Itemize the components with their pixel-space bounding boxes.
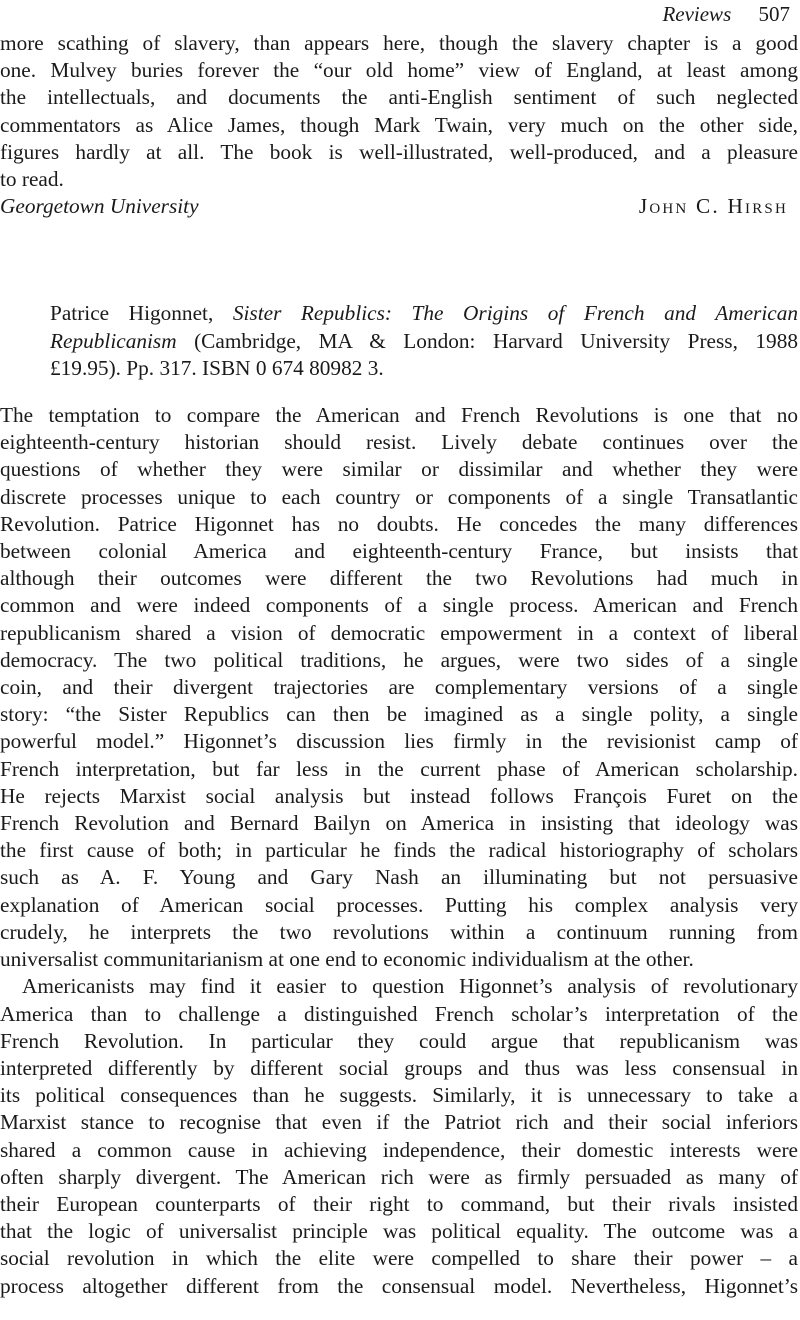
text-line: Marxist stance to recognise that even if the Patriot rich and their social inferiors — [0, 1110, 798, 1135]
text-line: one. Mulvey buries forever the “our old home” view of England, at least among — [0, 58, 798, 83]
text-line: to read. — [0, 167, 64, 192]
review-paragraph-2 — [0, 973, 798, 1299]
review-paragraph-1 — [0, 402, 798, 973]
page-content — [0, 30, 800, 1300]
previous-review-ending — [0, 30, 800, 193]
text-line: although their outcomes were different the two Revolutions had much in — [0, 566, 798, 591]
text-line: French interpretation, but far less in the current phase of American scholarship. — [0, 756, 798, 781]
text-line: commentators as Alice James, though Mark Twain, very much on the other side, — [0, 112, 798, 137]
publisher-info: (Cambridge, MA & London: Harvard University Press, 1988 — [176, 328, 798, 353]
text-line: universalist communitarianism at one end to economic individualism at the other. — [0, 947, 694, 972]
text-line: figures hardly at all. The book is well-illustrated, well-produced, and a pleasure — [0, 139, 798, 164]
text-line: process altogether different from the consensual model. Nevertheless, Higonnet’s — [0, 1273, 798, 1298]
text-line: The temptation to compare the American and French Revolutions is one that no — [0, 403, 798, 428]
text-line: powerful model.” Higonnet’s discussion lies firmly in the revisionist camp of — [0, 729, 798, 754]
text-line: the intellectuals, and documents the anti-English sentiment of such neglected — [0, 85, 798, 110]
text-line: that the logic of universalist principle was political equality. The outcome was a — [0, 1219, 798, 1244]
text-line: often sharply divergent. The American rich were as firmly persuaded as many of — [0, 1164, 798, 1189]
text-line: coin, and their divergent trajectories are complementary versions of a single — [0, 675, 798, 700]
text-line: America than to challenge a distinguished French scholar’s interpretation of the — [0, 1001, 798, 1026]
text-line: its political consequences than he suggests. Similarly, it is unnecessary to take a — [0, 1083, 798, 1108]
text-line: common and were indeed components of a single process. American and French — [0, 593, 798, 618]
text-line: republicanism shared a vision of democratic empowerment in a context of liberal — [0, 620, 798, 645]
text-line: Americanists may find it easier to question Higonnet’s analysis of revolutionary — [22, 974, 798, 999]
book-citation — [0, 300, 800, 382]
text-line: French Revolution and Bernard Bailyn on America in insisting that ideology was — [0, 811, 798, 836]
running-head-section: Reviews — [662, 2, 732, 26]
text-line: social revolution in which the elite were compelled to share their power – a — [0, 1246, 798, 1271]
text-line: He rejects Marxist social analysis but instead follows François Furet on the — [0, 783, 798, 808]
text-line: explanation of American social processes. Putting his complex analysis very — [0, 892, 798, 917]
text-line: French Revolution. In particular they could argue that republicanism was — [0, 1028, 798, 1053]
text-line: the first cause of both; in particular he finds the radical historiography of scholars — [0, 838, 798, 863]
text-line: more scathing of slavery, than appears here, though the slavery chapter is a good — [0, 31, 798, 55]
text-line: such as A. F. Young and Gary Nash an illuminating but not persuasive — [0, 865, 798, 890]
reviewer-name: John C. Hirsh — [638, 194, 788, 219]
text-line: shared a common cause in achieving independence, their domestic interests were — [0, 1137, 798, 1162]
citation-line-1 — [50, 300, 798, 327]
citation-line-3: £19.95). Pp. 317. ISBN 0 674 80982 3. — [50, 355, 384, 380]
reviewer-affiliation: Georgetown University — [0, 194, 199, 219]
book-title: Sister Republics: The Origins of French and American — [232, 301, 798, 326]
citation-line-2 — [50, 328, 798, 355]
text-line: interpreted differently by different social groups and thus was less consensual in — [0, 1055, 798, 1080]
text-line: democracy. The two political traditions, he argues, were two sides of a single — [0, 647, 798, 672]
text-line: crudely, he interprets the two revolutions within a continuum running from — [0, 919, 798, 944]
running-head — [662, 0, 790, 28]
text-line: questions of whether they were similar or dissimilar and whether they were — [0, 457, 798, 482]
book-title-cont: Republicanism — [50, 328, 177, 353]
review-body — [0, 402, 800, 1300]
reviewer-signoff — [0, 193, 800, 220]
text-line: Revolution. Patrice Higonnet has no doubts. He concedes the many differences — [0, 511, 798, 536]
text-line: eighteenth-century historian should resist. Lively debate continues over the — [0, 430, 798, 455]
text-line: story: “the Sister Republics can then be imagined as a single polity, a single — [0, 702, 798, 727]
text-line: their European counterparts of their right to command, but their rivals insisted — [0, 1191, 798, 1216]
page-number: 507 — [758, 2, 790, 26]
text-line: between colonial America and eighteenth-century France, but insists that — [0, 539, 798, 564]
book-author: Patrice Higonnet, — [50, 301, 214, 326]
text-line: discrete processes unique to each country or components of a single Transatlantic — [0, 484, 798, 509]
